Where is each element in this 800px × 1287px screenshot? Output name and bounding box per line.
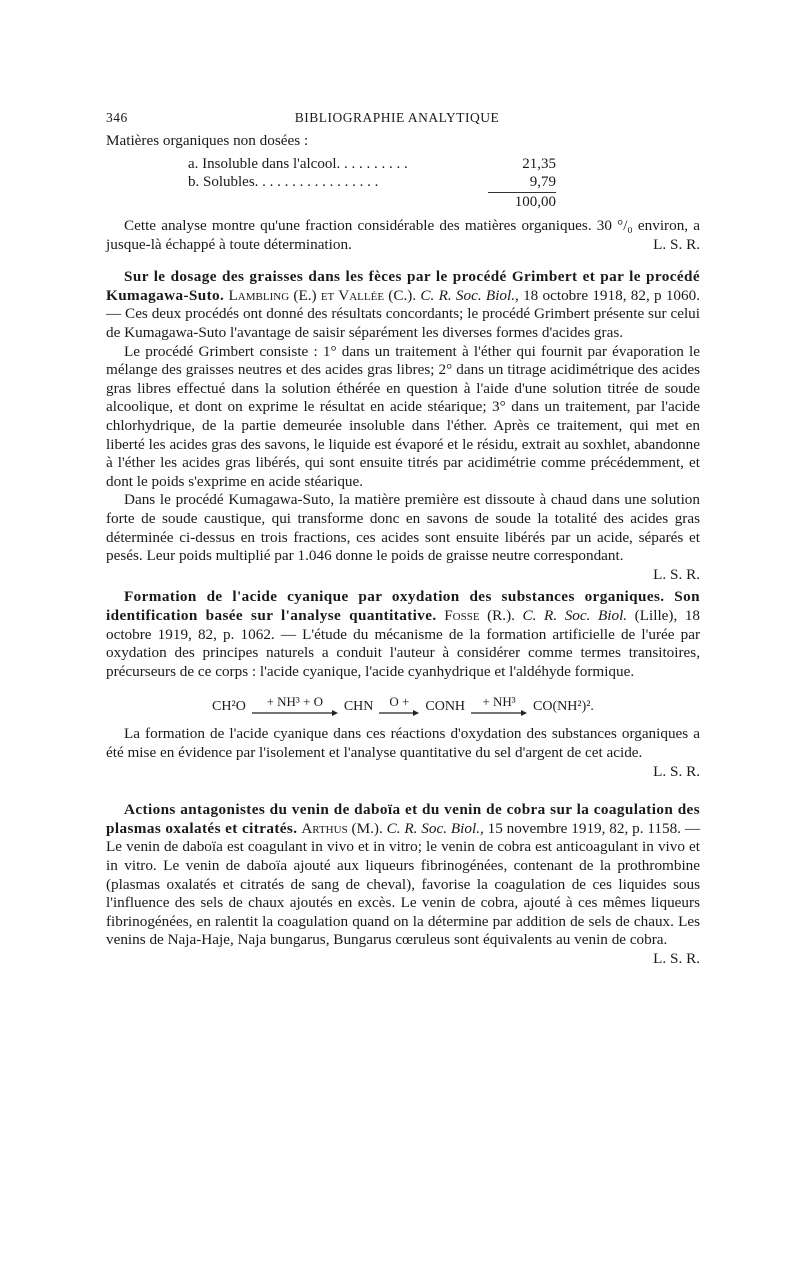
intro-heading: Matières organiques non dosées :: [106, 132, 309, 149]
formula-arrow-label: + NH³: [482, 694, 516, 710]
article-graisses-source: C. R. Soc. Biol.,: [420, 286, 519, 304]
composition-row: [106, 173, 700, 192]
running-header: [106, 110, 700, 132]
article-graisses-citation: 18 octobre 1918, 82, p 1060. — Ces deux procédés ont donné des résultats concordants; le procédé Grimbert présente sur celui de Kumagawa-Suto l'avantage de saisir séparément les diverses formes d'acides gras.: [106, 286, 701, 342]
formula-arrow: [379, 695, 419, 717]
formula-arrow: [252, 695, 338, 717]
intro-block: [106, 132, 700, 254]
article-cyanique-source: C. R. Soc. Biol.: [522, 606, 628, 624]
article-venin: [106, 801, 700, 968]
article-cyanique: [106, 588, 700, 781]
formula-term: CONH: [425, 699, 466, 715]
article-graisses-para2: Le procédé Grimbert consiste : 1° dans un traitement à l'éther qui fournit par évaporation le mélange des graisses neutres et des acides gras libres; 2° dans un titrage acidimétrique des acides gras libres effectué dans la solution éthérée en question à l'aide d'une solution titrée de soude alcoolique, et dont on exprime le résultat en acide stéarique; 3° dans un traitement, par l'acide chlorhydrique, de la partie demeurée insoluble dans l'éther. Après ce traitement, qui met en liberté les acides gras des savons, le liquide est évaporé et le résidu, extrait au soxhlet, abandonne à l'éther les acides gras libérés, qui sont ensuite titrés par acidimétrie comme précédemment, et dont le poids s'exprime en acide stéarique.: [106, 342, 700, 490]
formula-arrow-label: + NH³ + O: [266, 694, 324, 710]
arrow-right-icon: [379, 709, 419, 717]
article-graisses-signature: L. S. R.: [653, 565, 700, 583]
composition-label: b. Solubles. . . . . . . . . . . . . . . . .: [188, 174, 379, 191]
formula-arrow: [471, 695, 527, 717]
article-graisses-title: Sur le dosage des graisses dans les fèces par le procédé Grimbert et par le procédé Kumagawa-Suto.: [106, 268, 700, 304]
formula-term: CHN: [343, 699, 374, 715]
article-cyanique-authors: Fosse (R.).: [444, 606, 515, 624]
page-number: 346: [106, 110, 128, 125]
composition-label: a. Insoluble dans l'alcool. . . . . . . . . .: [188, 155, 408, 172]
article-cyanique-para1: [106, 588, 700, 681]
composition-total-row: [106, 192, 700, 212]
formula-term: CO(NH²)².: [533, 699, 594, 715]
composition-table: [106, 155, 700, 212]
composition-total: 100,00: [488, 192, 556, 212]
article-graisses-para3: Dans le procédé Kumagawa-Suto, la matière première est dissoute à chaud dans une solution forte de soude caustique, qui transforme donc en savons de soude la totalité des acides gras déterminée ci-dessus en trois fractions, ces acides sont ensuite libérés par un acide, séparés et pesés. Leur poids multiplié par 1.046 donne le poids de graisse neutre correspondant.: [106, 491, 700, 565]
article-venin-signature: L. S. R.: [653, 949, 700, 967]
article-venin-source: C. R. Soc. Biol.,: [386, 819, 484, 837]
article-graisses: [106, 268, 700, 584]
article-cyanique-title: Formation de l'acide cyanique par oxydation des substances organiques. Son identification basée sur l'analyse quantitative.: [106, 588, 700, 624]
article-cyanique-body: La formation de l'acide cyanique dans ces réactions d'oxydation des substances organiques a été mise en évidence par l'isolement et l'analyse quantitative du sel d'argent de cet acide.: [106, 725, 700, 761]
intro-body: Cette analyse montre qu'une fraction considérable des matières organiques. 30 °/₀ environ, a jusque-là échappé à toute détermination.: [106, 217, 700, 253]
intro-text: [106, 217, 700, 254]
document-page: [106, 110, 700, 968]
article-venin-authors: Arthus (M.).: [301, 819, 383, 837]
article-graisses-para1: [106, 268, 700, 342]
intro-signature: L. S. R.: [653, 235, 700, 253]
composition-value: 9,79: [529, 174, 556, 191]
article-cyanique-signature: L. S. R.: [653, 762, 700, 780]
article-cyanique-citation: (Lille), 18 octobre 1919, 82, p. 1062. — L'étude du mécanisme de la formation artificielle de l'urée par oxydation des principes naturels a conduit l'auteur à considérer comme termes transitoires, précurseurs de ce corps : l'acide cyanique, l'acide cyanhydrique et l'aldéhyde formique.: [106, 606, 701, 680]
running-title: BIBLIOGRAPHIE ANALYTIQUE: [294, 110, 500, 125]
chemical-formula: [106, 687, 700, 717]
composition-value: 21,35: [522, 155, 556, 172]
formula-term: CH²O: [212, 699, 246, 715]
arrow-right-icon: [471, 709, 527, 717]
article-venin-title: Actions antagonistes du venin de daboïa et du venin de cobra sur la coagulation des plasmas oxalatés et citratés.: [106, 801, 700, 837]
composition-row: [106, 155, 700, 174]
article-venin-citation: 15 novembre 1919, 82, p. 1158. — Le venin de daboïa est coagulant in vivo et in vitro; le venin de cobra est anticoagulant in vivo et in vitro. Le venin de daboïa ajouté aux liqueurs fibrinogénées, contenant de la prothrombine (plasmas oxalatés et citratés de sang de cheval), favorise la coagulation de ces liquides sous l'influence des sels de chaux ajoutés en excès. Le venin de cobra, ajouté à ces mêmes liqueurs fibrinogénées, en ralentit la coagulation quand on la détermine par addition de sels de chaux. Les venins de Naja-Haje, Naja bungarus, Bungarus cœruleus sont équivalents au venin de cobra.: [106, 819, 701, 949]
arrow-right-icon: [252, 709, 338, 717]
article-venin-para1: [106, 801, 701, 967]
formula-arrow-label: O +: [389, 694, 410, 710]
article-cyanique-para2: [106, 725, 700, 780]
article-graisses-authors: Lambling (E.) et Vallée (C.).: [228, 286, 417, 304]
